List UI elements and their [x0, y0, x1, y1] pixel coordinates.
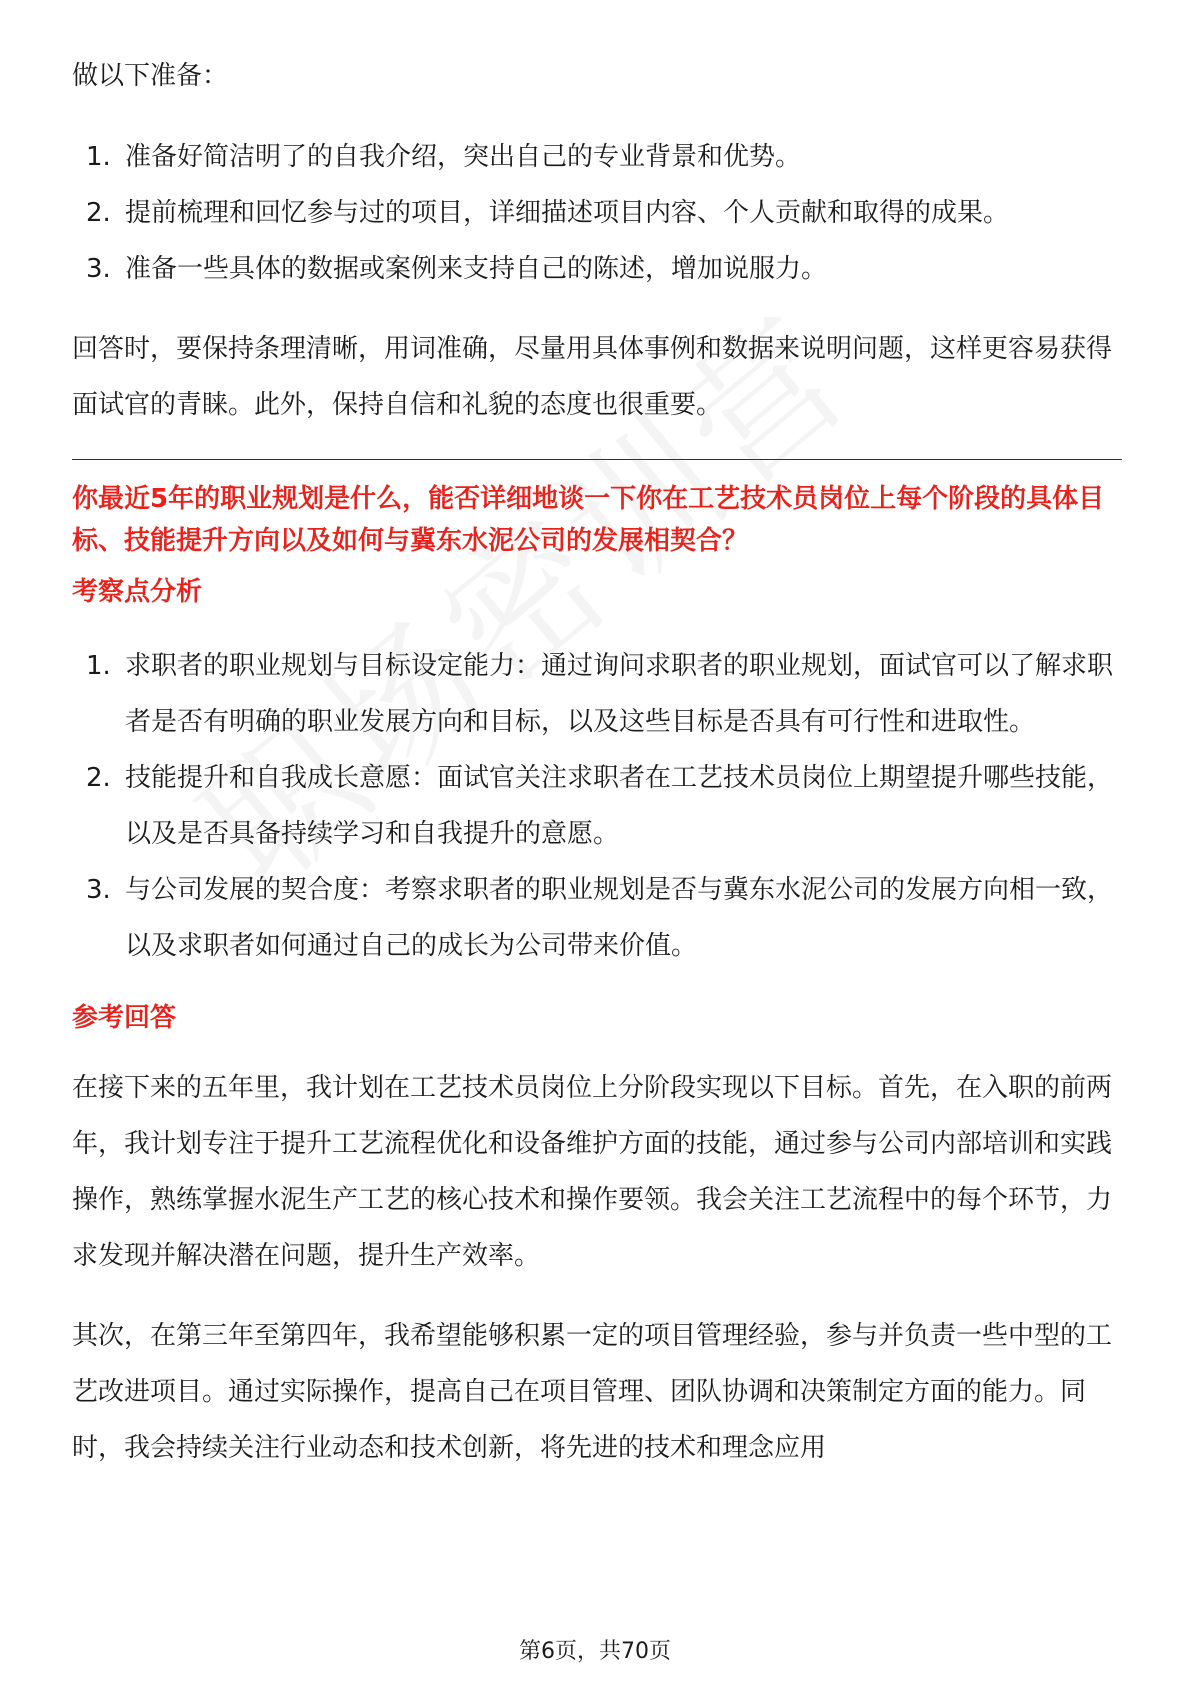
- section-divider: [72, 459, 1122, 460]
- list-number: 3.: [86, 254, 111, 284]
- page-content: [72, 48, 1122, 1476]
- answer-tip: 回答时，要保持条理清晰，用词准确，尽量用具体事例和数据来说明问题，这样更容易获得面试官的青睐。此外，保持自信和礼貌的态度也很重要。: [72, 334, 1113, 420]
- prep-list: [72, 129, 1122, 297]
- list-number: 1.: [86, 651, 111, 681]
- list-text: 与公司发展的契合度：考察求职者的职业规划是否与冀东水泥公司的发展方向相一致，以及求职者如何通过自己的成长为公司带来价值。: [125, 875, 1114, 961]
- list-text: 准备一些具体的数据或案例来支持自己的陈述，增加说服力。: [125, 254, 828, 284]
- list-text: 准备好简洁明了的自我介绍，突出自己的专业背景和优势。: [125, 142, 802, 172]
- list-text: 提前梳理和回忆参与过的项目，详细描述项目内容、个人贡献和取得的成果。: [125, 198, 1010, 228]
- list-number: 2.: [86, 198, 111, 228]
- list-item: [72, 241, 1122, 297]
- analysis-list: [72, 638, 1122, 974]
- question-title: 你最近5年的职业规划是什么，能否详细地谈一下你在工艺技术员岗位上每个阶段的具体目标、技能提升方向以及如何与冀东水泥公司的发展相契合？: [72, 484, 1105, 556]
- analysis-heading: 考察点分析: [72, 577, 203, 607]
- list-number: 1.: [86, 142, 111, 172]
- intro-line: 做以下准备：: [72, 61, 229, 91]
- list-text: 求职者的职业规划与目标设定能力：通过询问求职者的职业规划，面试官可以了解求职者是否有明确的职业发展方向和目标，以及这些目标是否具有可行性和进取性。: [125, 651, 1114, 737]
- list-item: [72, 750, 1122, 862]
- list-text: 技能提升和自我成长意愿：面试官关注求职者在工艺技术员岗位上期望提升哪些技能，以及是否具备持续学习和自我提升的意愿。: [125, 763, 1114, 849]
- reference-heading: 参考回答: [72, 1003, 177, 1033]
- page-footer: 第6页，共70页: [519, 1639, 671, 1664]
- list-number: 2.: [86, 763, 111, 793]
- list-number: 3.: [86, 875, 111, 905]
- list-item: [72, 862, 1122, 974]
- list-item: [72, 638, 1122, 750]
- reference-paragraph: 在接下来的五年里，我计划在工艺技术员岗位上分阶段实现以下目标。首先，在入职的前两年，我计划专注于提升工艺流程优化和设备维护方面的技能，通过参与公司内部培训和实践操作，熟练掌握水泥生产工艺的核心技术和操作要领。我会关注工艺流程中的每个环节，力求发现并解决潜在问题，提升生产效率。: [72, 1073, 1113, 1271]
- list-item: [72, 185, 1122, 241]
- reference-paragraph: 其次，在第三年至第四年，我希望能够积累一定的项目管理经验，参与并负责一些中型的工艺改进项目。通过实际操作，提高自己在项目管理、团队协调和决策制定方面的能力。同时，我会持续关注行业动态和技术创新，将先进的技术和理念应用: [72, 1321, 1113, 1463]
- list-item: [72, 129, 1122, 185]
